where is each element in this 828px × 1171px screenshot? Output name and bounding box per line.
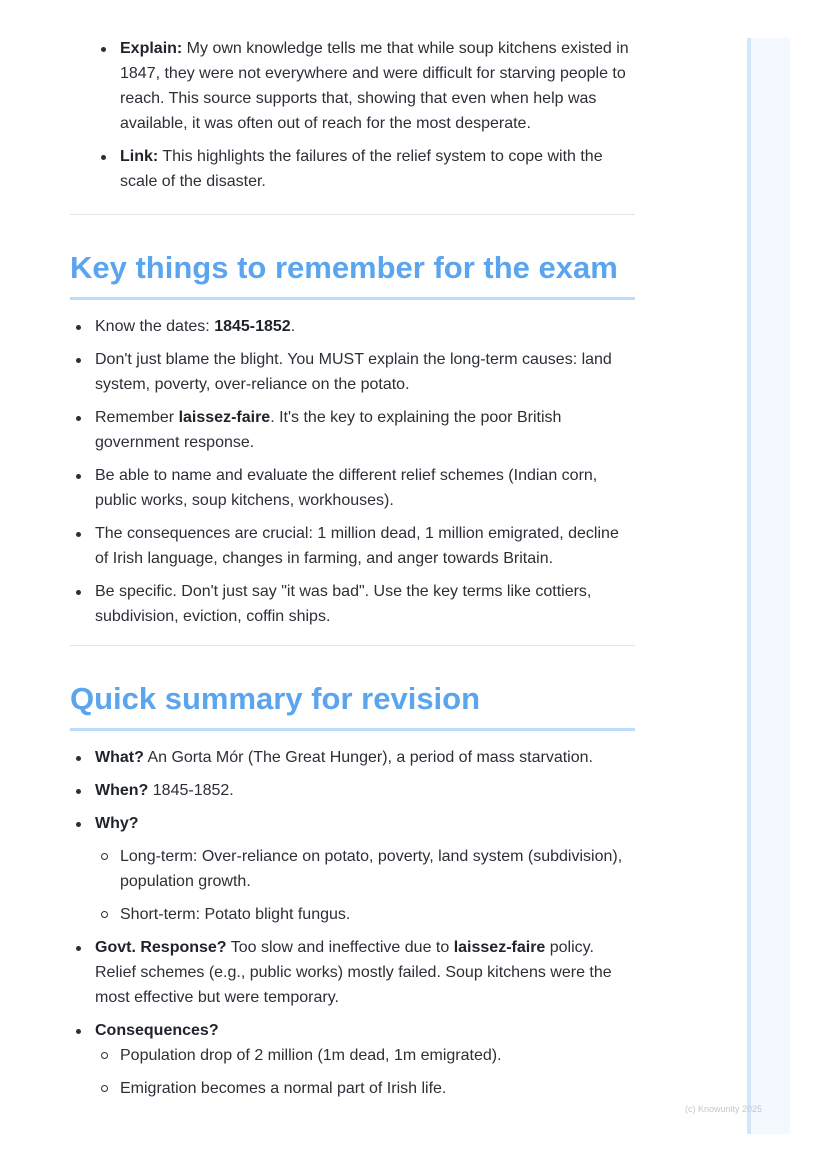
list-item: What? An Gorta Mór (The Great Hunger), a period of mass starvation.: [70, 745, 635, 770]
list-item: [95, 36, 635, 136]
exam-list: [70, 314, 635, 629]
list-item: Be specific. Don't just say "it was bad". Use the key terms like cottiers, subdivision, eviction, coffin ships.: [70, 579, 635, 629]
list-item: Why? Long-term: Over-reliance on potato, poverty, land system (subdivision), population growth. Short-term: Potato blight fungus.: [70, 811, 635, 927]
section-heading-exam: Key things to remember for the exam: [70, 248, 635, 300]
list-item: Know the dates: 1845-1852.: [70, 314, 635, 339]
sublist-item: Short-term: Potato blight fungus.: [95, 902, 635, 927]
list-item: [95, 144, 635, 194]
sublist-item: Population drop of 2 million (1m dead, 1m emigrated).: [95, 1043, 635, 1068]
section-divider: [70, 214, 635, 215]
consequences-sublist: [95, 1043, 635, 1101]
list-item: When? 1845-1852.: [70, 778, 635, 803]
copyright-notice: (c) Knowunity 2025: [685, 1104, 763, 1114]
section-heading-summary: Quick summary for revision: [70, 679, 635, 731]
sublist-item: Emigration becomes a normal part of Irish life.: [95, 1076, 635, 1101]
list-item: Be able to name and evaluate the different relief schemes (Indian corn, public works, soup kitchens, workhouses).: [70, 463, 635, 513]
document-body: [70, 36, 635, 1109]
item-text: This highlights the failures of the relief system to cope with the scale of the disaster.: [120, 148, 603, 190]
item-label: Link:: [120, 148, 159, 165]
item-text: My own knowledge tells me that while soup kitchens existed in 1847, they were not everywhere and were difficult for starving people to reach. This source supports that, showing that even when help was available, it was often out of reach for the most desperate.: [120, 40, 629, 132]
list-item: Don't just blame the blight. You MUST explain the long-term causes: land system, poverty, over-reliance on the potato.: [70, 347, 635, 397]
item-label: Explain:: [120, 40, 183, 57]
sublist-item: Long-term: Over-reliance on potato, poverty, land system (subdivision), population growth.: [95, 844, 635, 894]
list-item: The consequences are crucial: 1 million dead, 1 million emigrated, decline of Irish language, changes in farming, and anger towards Britain.: [70, 521, 635, 571]
summary-list: [70, 745, 635, 1101]
intro-list: [95, 36, 635, 194]
section-divider: [70, 645, 635, 646]
list-item: Govt. Response? Too slow and ineffective due to laissez-faire policy. Relief schemes (e.g., public works) mostly failed. Soup kitchens were the most effective but were temporary.: [70, 935, 635, 1010]
why-sublist: [95, 844, 635, 927]
page-sidebar: [747, 38, 790, 1134]
list-item: Remember laissez-faire. It's the key to explaining the poor British government response.: [70, 405, 635, 455]
list-item: Consequences? Population drop of 2 million (1m dead, 1m emigrated). Emigration becomes a normal part of Irish life.: [70, 1018, 635, 1101]
